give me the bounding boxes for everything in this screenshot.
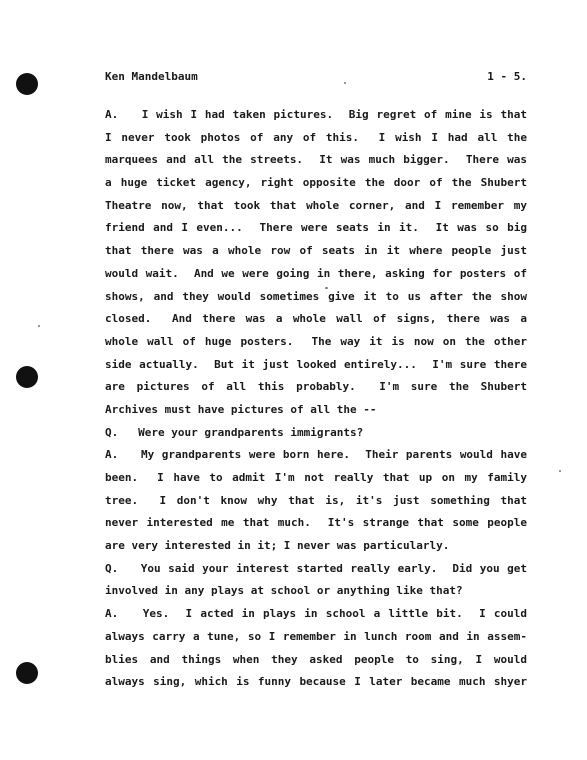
transcript-line: always carry a tune, so I remember in lunch room and in assem- [105, 629, 527, 643]
transcript-line: A. My grandparents were born here. Their parents would have [105, 448, 527, 462]
transcript-line: never interested me that much. It's strange that some people [105, 516, 527, 530]
transcript-line: would wait. And we were going in there, asking for posters of [105, 266, 527, 280]
transcript-line: Archives must have pictures of all the -- [105, 402, 377, 416]
transcript-line: Theatre now, that took that whole corner, and I remember my [105, 198, 527, 212]
transcript-line: blies and things when they asked people to sing, I would [105, 652, 527, 666]
transcript-line: friend and I even... There were seats in it. It was so big [105, 221, 527, 235]
transcript-line: are pictures of all this probably. I'm sure the Shubert [105, 380, 527, 394]
transcript-line: are very interested in it; I never was particularly. [105, 539, 450, 553]
transcript-line: always sing, which is funny because I later became much shyer [105, 675, 527, 689]
transcript-line: A. Yes. I acted in plays in school a little bit. I could [105, 607, 527, 621]
page-number: 1 - 5. [487, 70, 527, 83]
interviewee-name: Ken Mandelbaum [105, 70, 198, 83]
transcript-body [105, 104, 527, 694]
transcript-line: a huge ticket agency, right opposite the door of the Shubert [105, 176, 527, 190]
scan-speck [38, 325, 40, 327]
punch-hole-bottom [16, 662, 38, 684]
transcript-line: A. I wish I had taken pictures. Big regret of mine is that [105, 108, 527, 121]
page-header [105, 70, 527, 86]
scan-speck [559, 470, 561, 472]
transcript-line: Q. You said your interest started really early. Did you get [105, 561, 527, 575]
transcript-line: tree. I don't know why that is, it's just something that [105, 493, 527, 507]
transcript-line: side actually. But it just looked entirely... I'm sure there [105, 357, 527, 371]
transcript-line: involved in any plays at school or anything like that? [105, 584, 463, 598]
transcript-line: marquees and all the streets. It was much bigger. There was [105, 153, 527, 167]
transcript-line: I never took photos of any of this. I wish I had all the [105, 130, 527, 144]
transcript-line: whole wall of huge posters. The way it is now on the other [105, 334, 527, 348]
punch-hole-middle [16, 366, 38, 388]
transcript-line: that there was a whole row of seats in it where people just [105, 244, 527, 258]
transcript-line: closed. And there was a whole wall of signs, there was a [105, 312, 527, 326]
transcript-line: been. I have to admit I'm not really that up on my family [105, 471, 527, 484]
transcript-line: Q. Were your grandparents immigrants? [105, 425, 364, 439]
transcript-line: shows, and they would sometimes give it to us after the show [105, 289, 527, 303]
punch-hole-top [16, 73, 38, 95]
